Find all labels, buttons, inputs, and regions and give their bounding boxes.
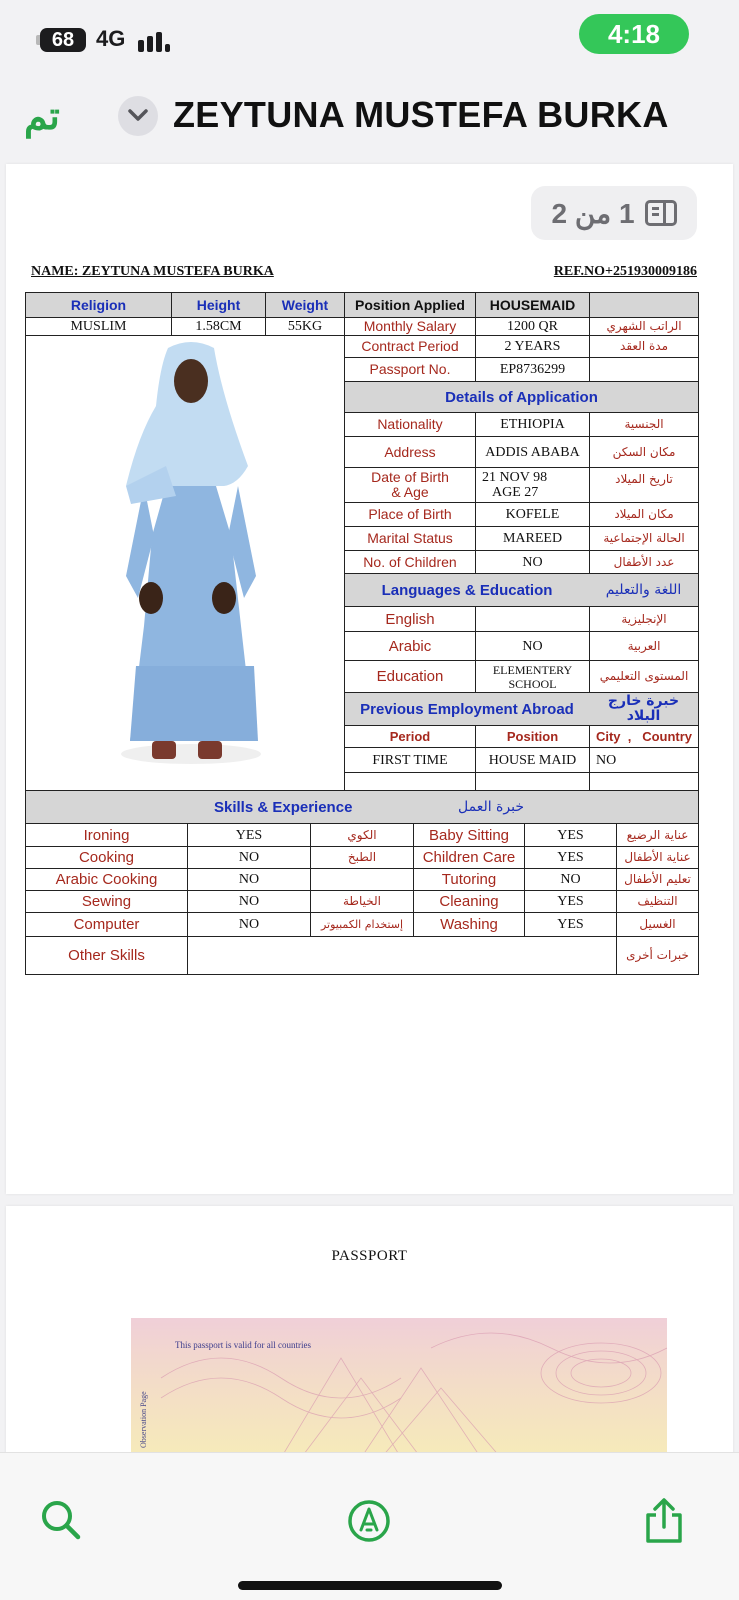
details-header: Details of Application (344, 381, 699, 413)
skill-value-2: YES (524, 890, 617, 913)
passport-image (131, 1318, 667, 1458)
skill-label: Ironing (25, 823, 188, 847)
search-button[interactable] (38, 1497, 86, 1545)
skill-value-2: YES (524, 912, 617, 937)
marital-status-label: Marital Status (344, 526, 476, 551)
city-country-col-header: City , Country (589, 725, 699, 748)
prev-employment-header-ar: خبرة خارج البلاد (589, 692, 699, 726)
children-ar: عدد الأطفال (589, 550, 699, 574)
arabic-ar: العربية (589, 631, 699, 661)
skill-ar-2: تعليم الأطفال (616, 868, 699, 891)
skills-header: Skills & Experience (214, 798, 353, 816)
cv-name: NAME: ZEYTUNA MUSTEFA BURKA (31, 264, 274, 279)
passport-no-label: Passport No. (344, 357, 476, 382)
skills-header-row (25, 790, 699, 824)
dob-value-line1: 21 NOV 98 (482, 470, 548, 485)
english-ar: الإنجليزية (589, 606, 699, 632)
pdf-page-1[interactable] (6, 164, 733, 1194)
skill-ar-2: الغسيل (616, 912, 699, 937)
document-title: ZEYTUNA MUSTEFA BURKA (173, 94, 669, 135)
languages-header-ar: اللغة والتعليم (589, 573, 699, 607)
search-icon (38, 1497, 86, 1545)
weight-value: 55KG (265, 317, 345, 336)
skill-label-2: Baby Sitting (413, 823, 525, 847)
education-value-line2: SCHOOL (508, 676, 557, 691)
weight-header: Weight (265, 292, 345, 318)
period-col-header: Period (344, 725, 476, 748)
skill-ar: الطبخ (310, 846, 414, 869)
skill-label: Computer (25, 912, 188, 937)
education-value (475, 660, 590, 693)
skill-label: Arabic Cooking (25, 868, 188, 891)
status-time[interactable]: 4:18 (579, 14, 689, 54)
cv-ref-no: REF.NO+251930009186 (553, 264, 697, 279)
dob-value-line2: AGE 27 (492, 485, 539, 500)
marital-status-ar: الحالة الإجتماعية (589, 526, 699, 551)
battery-icon: 68 (40, 28, 86, 52)
skill-label-2: Children Care (413, 846, 525, 869)
contract-label: Contract Period (344, 335, 476, 358)
skill-value: NO (187, 890, 311, 913)
skill-label-2: Washing (413, 912, 525, 937)
education-label: Education (344, 660, 476, 693)
contract-ar: مدة العقد (589, 335, 699, 358)
skill-value: NO (187, 868, 311, 891)
position-applied-value: HOUSEMAID (475, 292, 590, 318)
bottom-toolbar (0, 1452, 739, 1600)
position-col-header: Position (475, 725, 590, 748)
height-value: 1.58CM (171, 317, 266, 336)
skill-label: Cooking (25, 846, 188, 869)
passport-side-text: Observation Page (139, 1391, 148, 1448)
arabic-label: Arabic (344, 631, 476, 661)
skills-header-ar: خبرة العمل (458, 798, 524, 815)
blank-cell (475, 772, 590, 791)
prev-employment-header: Previous Employment Abroad (344, 692, 590, 726)
passport-validity-text: This passport is valid for all countries (175, 1340, 311, 1350)
english-label: English (344, 606, 476, 632)
address-label: Address (344, 436, 476, 468)
markup-pen-icon (345, 1497, 393, 1545)
pdf-page-2[interactable] (6, 1206, 733, 1456)
page-thumbnails-icon (645, 200, 677, 226)
skill-value: YES (187, 823, 311, 847)
skill-value: NO (187, 846, 311, 869)
skill-label-2: Cleaning (413, 890, 525, 913)
skill-value-2: NO (524, 868, 617, 891)
height-header: Height (171, 292, 266, 318)
prev-city-value: NO (589, 747, 699, 773)
share-icon (640, 1497, 688, 1545)
dob-label-line1: Date of Birth (371, 469, 449, 485)
nav-bar (0, 82, 739, 162)
skill-ar: إستخدام الكمبيوتر (310, 912, 414, 937)
marital-status-value: MAREED (475, 526, 590, 551)
prev-position-value: HOUSE MAID (475, 747, 590, 773)
other-skills-value (187, 936, 617, 975)
other-skills-label: Other Skills (25, 936, 188, 975)
cv-table (25, 292, 715, 994)
nationality-ar: الجنسية (589, 412, 699, 437)
skill-ar-2: التنظيف (616, 890, 699, 913)
markup-button[interactable] (345, 1497, 393, 1545)
languages-header: Languages & Education (344, 573, 590, 607)
nationality-value: ETHIOPIA (475, 412, 590, 437)
religion-value: MUSLIM (25, 317, 172, 336)
passport-label: PASSPORT (331, 1248, 408, 1264)
title-menu-button[interactable] (118, 96, 158, 136)
skill-value-2: YES (524, 823, 617, 847)
education-value-line1: ELEMENTERY (492, 662, 573, 677)
skill-ar-2: عناية الأطفال (616, 846, 699, 869)
skill-ar-2: عناية الرضيع (616, 823, 699, 847)
religion-header: Religion (25, 292, 172, 318)
nationality-label: Nationality (344, 412, 476, 437)
dob-label-line2: & Age (391, 484, 429, 500)
candidate-photo (25, 335, 345, 791)
passport-no-value: EP8736299 (475, 357, 590, 382)
children-value: NO (475, 550, 590, 574)
blank-cell (589, 357, 699, 382)
blank-cell (589, 772, 699, 791)
salary-value: 1200 QR (475, 317, 590, 336)
salary-label: Monthly Salary (344, 317, 476, 336)
skill-value-2: YES (524, 846, 617, 869)
position-applied-label: Position Applied (344, 292, 476, 318)
education-ar: المستوى التعليمي (589, 660, 699, 693)
skill-ar (310, 868, 414, 891)
other-skills-ar: خبرات أخرى (616, 936, 699, 975)
network-type: 4G (96, 26, 126, 51)
person-photo-icon (26, 336, 344, 790)
dob-ar: تاريخ الميلاد (589, 467, 699, 503)
share-button[interactable] (640, 1497, 688, 1545)
home-indicator[interactable] (238, 1581, 502, 1590)
skill-ar: الكوي (310, 823, 414, 847)
chevron-down-icon (128, 108, 148, 122)
page-indicator-label: 1 من 2 (551, 197, 635, 229)
skill-label-2: Tutoring (413, 868, 525, 891)
contract-value: 2 YEARS (475, 335, 590, 358)
prev-period-value: FIRST TIME (344, 747, 476, 773)
blank-cell (589, 292, 699, 318)
dob-label (344, 467, 476, 503)
passport-pattern-icon (131, 1318, 667, 1458)
cv-header (31, 264, 697, 284)
place-of-birth-value: KOFELE (475, 502, 590, 527)
blank-cell (344, 772, 476, 791)
arabic-value: NO (475, 631, 590, 661)
english-value (475, 606, 590, 632)
salary-ar: الراتب الشهري (589, 317, 699, 336)
page-indicator[interactable] (531, 186, 697, 240)
done-button[interactable]: تم (24, 96, 60, 138)
place-of-birth-label: Place of Birth (344, 502, 476, 527)
dob-value (475, 467, 590, 503)
address-ar: مكان السكن (589, 436, 699, 468)
children-label: No. of Children (344, 550, 476, 574)
status-bar (0, 0, 739, 82)
skill-ar: الخياطة (310, 890, 414, 913)
skill-value: NO (187, 912, 311, 937)
signal-bars-icon (138, 30, 174, 52)
skill-label: Sewing (25, 890, 188, 913)
place-of-birth-ar: مكان الميلاد (589, 502, 699, 527)
address-value: ADDIS ABABA (475, 436, 590, 468)
